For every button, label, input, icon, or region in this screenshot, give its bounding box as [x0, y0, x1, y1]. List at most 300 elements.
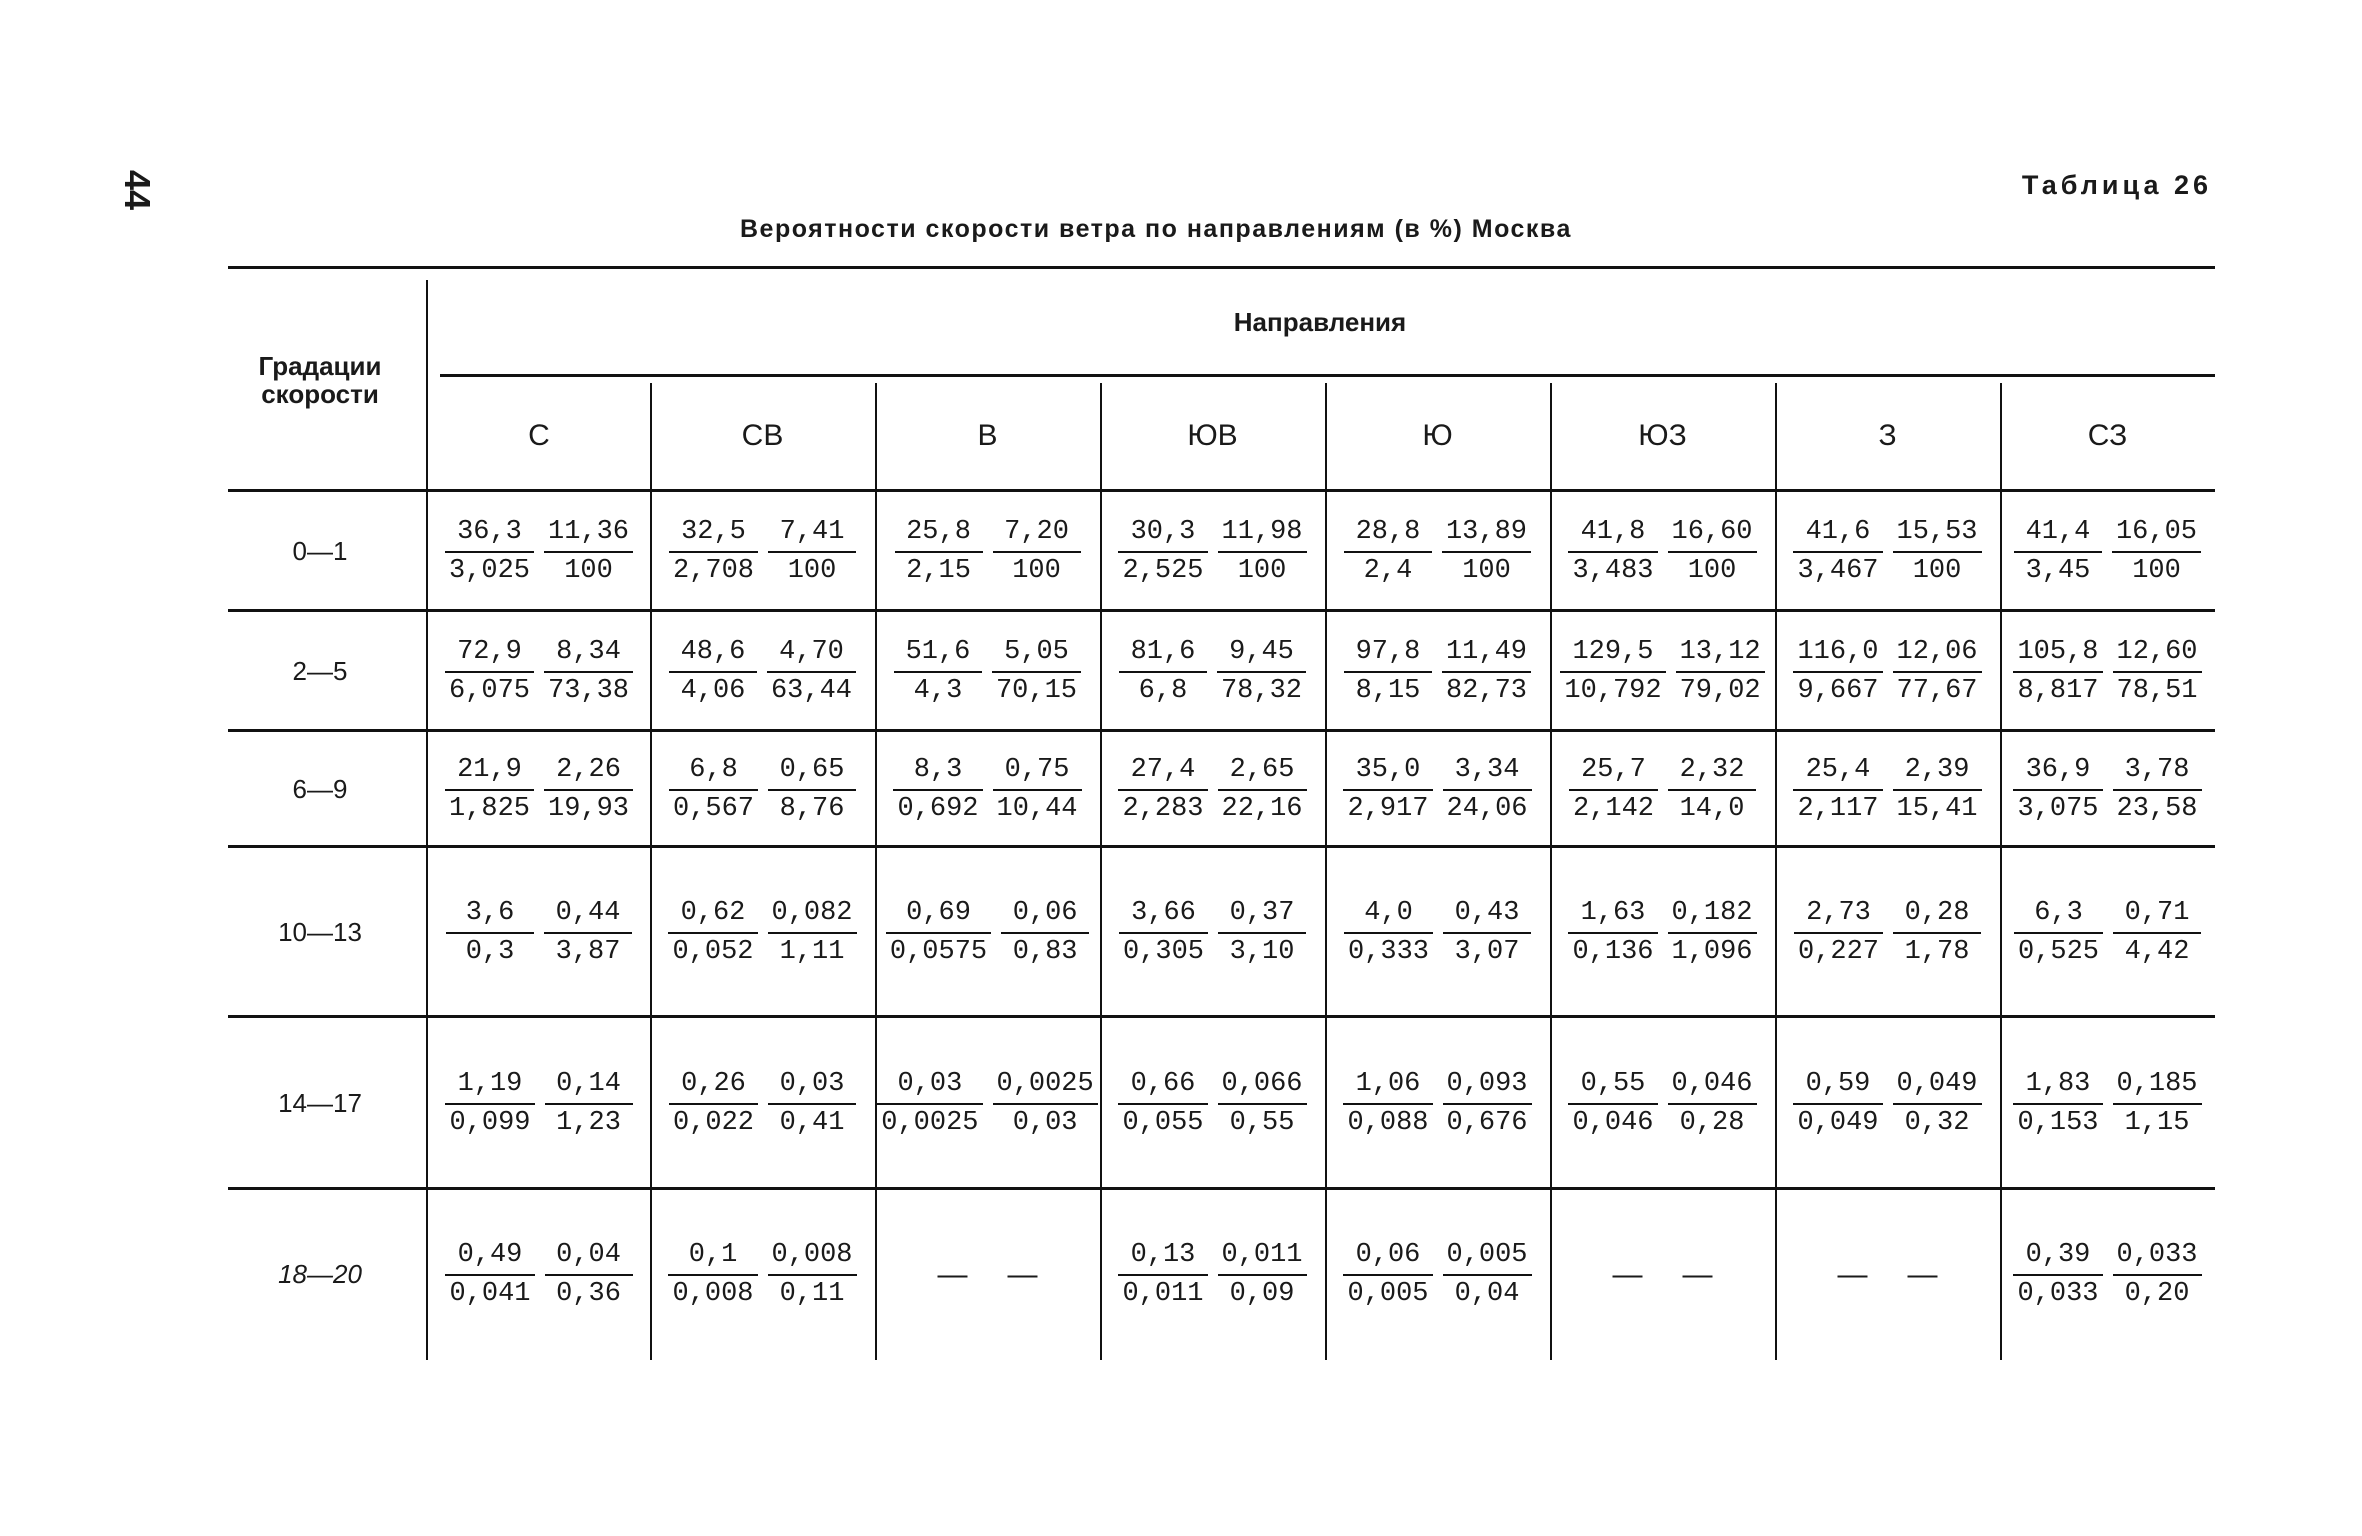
fraction-share — [1344, 636, 1432, 708]
fraction-share — [1794, 897, 1883, 969]
fraction-percent — [768, 897, 857, 969]
direction-label: ЮВ — [1187, 419, 1238, 452]
fraction-share — [1343, 754, 1432, 826]
denominator: 0,333 — [1347, 937, 1429, 967]
denominator: 70,15 — [995, 676, 1077, 706]
denominator: 0,567 — [672, 794, 754, 824]
fraction-share — [445, 1239, 534, 1311]
denominator: 14,0 — [1679, 794, 1745, 824]
fraction-share — [1118, 1239, 1207, 1311]
denominator: 100 — [1687, 556, 1737, 586]
table-cell — [650, 732, 875, 848]
numerator: 0,37 — [1218, 897, 1306, 934]
denominator: 0,525 — [2017, 937, 2099, 967]
denominator: 8,76 — [779, 794, 845, 824]
table-cell — [1100, 848, 1325, 1018]
fraction-percent — [1676, 636, 1765, 708]
numerator: 129,5 — [1560, 636, 1665, 673]
denominator: 0,136 — [1572, 937, 1654, 967]
numerator: 0,185 — [2113, 1068, 2202, 1105]
denominator: 0,305 — [1122, 937, 1204, 967]
denominator: 0,0025 — [881, 1108, 979, 1138]
fraction-percent — [1443, 754, 1532, 826]
denominator: 100 — [1462, 556, 1511, 586]
table-cell — [650, 848, 875, 1018]
table-cell — [1100, 1018, 1325, 1190]
numerator: 32,5 — [669, 516, 758, 553]
numerator: 2,73 — [1794, 897, 1883, 934]
numerator: 13,89 — [1442, 516, 1531, 553]
row-label: 2—5 — [292, 656, 348, 686]
denominator: 8,817 — [2017, 676, 2099, 706]
numerator: 0,44 — [544, 897, 632, 934]
fraction-share — [2013, 1068, 2102, 1140]
denominator: 3,467 — [1797, 556, 1879, 586]
denominator: 15,41 — [1896, 794, 1978, 824]
denominator: 1,23 — [556, 1108, 621, 1138]
fraction-percent — [2113, 636, 2202, 708]
denominator: 73,38 — [548, 676, 630, 706]
fraction-percent — [993, 516, 1081, 588]
direction-label: СЗ — [2087, 419, 2128, 452]
numerator: 41,8 — [1568, 516, 1657, 553]
table-cell — [2000, 1018, 2215, 1190]
numerator: 25,8 — [895, 516, 983, 553]
fraction-percent — [1893, 516, 1982, 588]
denominator: 0,3 — [465, 937, 515, 967]
fraction-share — [1793, 636, 1882, 708]
fraction-percent — [1442, 636, 1531, 708]
fraction-percent — [545, 1239, 633, 1311]
numerator: 0,69 — [886, 897, 991, 934]
numerator: 3,34 — [1443, 754, 1532, 791]
dash-empty: — — [1837, 1258, 1868, 1291]
fraction-share — [1119, 636, 1207, 708]
table-cell — [875, 732, 1100, 848]
fraction-share — [445, 516, 534, 588]
numerator: 81,6 — [1119, 636, 1207, 673]
numerator: 0,49 — [445, 1239, 534, 1276]
numerator: 8,34 — [544, 636, 633, 673]
fraction-share — [895, 516, 983, 588]
denominator: 22,16 — [1221, 794, 1303, 824]
denominator: 10,792 — [1564, 676, 1662, 706]
denominator: 4,42 — [2124, 937, 2190, 967]
table-cell — [875, 1190, 1100, 1360]
dash-empty: — — [937, 1258, 968, 1291]
denominator: 3,10 — [1229, 937, 1295, 967]
fraction-share — [1344, 516, 1432, 588]
fraction-share — [1118, 516, 1207, 588]
numerator: 0,049 — [1893, 1068, 1982, 1105]
numerator: 0,26 — [669, 1068, 758, 1105]
numerator: 36,3 — [445, 516, 534, 553]
denominator: 0,099 — [449, 1108, 531, 1138]
table-cell — [875, 848, 1100, 1018]
denominator: 3,025 — [448, 556, 530, 586]
numerator: 1,06 — [1343, 1068, 1432, 1105]
denominator: 2,142 — [1572, 794, 1654, 824]
denominator: 3,87 — [555, 937, 621, 967]
fraction-percent — [768, 1068, 856, 1140]
table-cell — [1550, 492, 1775, 612]
numerator: 116,0 — [1793, 636, 1882, 673]
table-cell — [1325, 848, 1550, 1018]
denominator: 0,033 — [2017, 1279, 2099, 1309]
fraction-share — [886, 897, 991, 969]
table-cell — [2000, 848, 2215, 1018]
denominator: 2,525 — [1122, 556, 1204, 586]
fraction-percent — [1443, 1068, 1532, 1140]
fraction-percent — [544, 754, 633, 826]
table-cell — [1325, 492, 1550, 612]
fraction-percent — [767, 636, 856, 708]
row-label: 18—20 — [278, 1259, 362, 1289]
table-cell — [650, 1190, 875, 1360]
denominator: 0,011 — [1122, 1279, 1204, 1309]
denominator: 9,667 — [1797, 676, 1879, 706]
fraction-share — [1793, 1068, 1882, 1140]
denominator: 0,04 — [1454, 1279, 1520, 1309]
denominator: 0,008 — [672, 1279, 754, 1309]
fraction-percent — [1893, 636, 1982, 708]
table-cell — [650, 612, 875, 732]
table-title: Вероятности скорости ветра по направлениям (в %) Москва — [740, 215, 1572, 243]
fraction-percent — [1218, 754, 1307, 826]
numerator: 16,60 — [1668, 516, 1757, 553]
denominator: 4,3 — [913, 676, 963, 706]
fraction-percent — [544, 897, 632, 969]
denominator: 8,15 — [1355, 676, 1421, 706]
numerator: 0,182 — [1668, 897, 1757, 934]
numerator: 0,59 — [1793, 1068, 1882, 1105]
fraction-percent — [1001, 897, 1089, 969]
numerator: 2,65 — [1218, 754, 1307, 791]
denominator: 78,51 — [2116, 676, 2198, 706]
denominator: 0,676 — [1446, 1108, 1528, 1138]
numerator: 0,03 — [877, 1068, 982, 1105]
fraction-percent — [1668, 754, 1756, 826]
fraction-percent — [2113, 897, 2201, 969]
fraction-share — [2013, 1239, 2102, 1311]
direction-label: СВ — [741, 419, 784, 452]
numerator: 0,66 — [1118, 1068, 1207, 1105]
denominator: 3,07 — [1454, 937, 1520, 967]
numerator: 4,70 — [767, 636, 856, 673]
dash-empty: — — [1007, 1258, 1038, 1291]
dash-empty: — — [1682, 1258, 1713, 1291]
fraction-share — [1560, 636, 1665, 708]
fraction-share — [1343, 1239, 1432, 1311]
numerator: 0,046 — [1668, 1068, 1757, 1105]
denominator: 0,022 — [672, 1108, 754, 1138]
table-cell — [1775, 612, 2000, 732]
denominator: 1,11 — [779, 937, 845, 967]
numerator: 3,6 — [446, 897, 534, 934]
fraction-share — [1569, 754, 1658, 826]
fraction-share — [1568, 1068, 1657, 1140]
table-cell — [1775, 1018, 2000, 1190]
denominator: 100 — [1912, 556, 1962, 586]
numerator: 97,8 — [1344, 636, 1432, 673]
table-cell — [428, 492, 650, 612]
fraction-share — [894, 636, 982, 708]
direction-label: В — [977, 419, 998, 452]
fraction-share — [2014, 897, 2103, 969]
denominator: 0,36 — [556, 1279, 621, 1309]
fraction-share — [1119, 897, 1208, 969]
fraction-percent — [1442, 516, 1531, 588]
numerator: 0,1 — [668, 1239, 757, 1276]
numerator: 35,0 — [1343, 754, 1432, 791]
fraction-share — [669, 754, 758, 826]
numerator: 41,6 — [1793, 516, 1882, 553]
page-number: 44 — [117, 170, 158, 211]
numerator: 41,4 — [2014, 516, 2102, 553]
denominator: 10,44 — [996, 794, 1078, 824]
denominator: 3,45 — [2025, 556, 2091, 586]
numerator: 0,093 — [1443, 1068, 1532, 1105]
denominator: 0,055 — [1122, 1108, 1204, 1138]
fraction-percent — [2113, 1239, 2202, 1311]
numerator: 15,53 — [1893, 516, 1982, 553]
denominator: 79,02 — [1679, 676, 1761, 706]
denominator: 63,44 — [770, 676, 852, 706]
numerator: 2,32 — [1668, 754, 1756, 791]
dash-empty: — — [1907, 1258, 1938, 1291]
denominator: 2,15 — [906, 556, 971, 586]
row-label: 10—13 — [278, 917, 362, 947]
table-cell — [2000, 612, 2215, 732]
header-gradations: Градации скорости — [258, 351, 382, 409]
denominator: 2,917 — [1347, 794, 1429, 824]
denominator: 82,73 — [1445, 676, 1527, 706]
denominator: 0,692 — [897, 794, 979, 824]
numerator: 0,04 — [545, 1239, 633, 1276]
fraction-percent — [993, 754, 1082, 826]
fraction-percent — [1218, 1068, 1307, 1140]
denominator: 0,11 — [779, 1279, 845, 1309]
denominator: 1,15 — [2124, 1108, 2190, 1138]
table-cell — [428, 1018, 650, 1190]
fraction-share — [1793, 754, 1882, 826]
numerator: 0,55 — [1568, 1068, 1657, 1105]
table-cell — [1325, 732, 1550, 848]
header-directions: Направления — [1233, 307, 1407, 337]
numerator: 5,05 — [992, 636, 1081, 673]
numerator: 0,65 — [768, 754, 856, 791]
fraction-percent — [1893, 897, 1981, 969]
fraction-share — [668, 897, 757, 969]
denominator: 0,052 — [672, 937, 754, 967]
numerator: 0,066 — [1218, 1068, 1307, 1105]
fraction-percent — [1443, 897, 1531, 969]
table-cell — [1100, 612, 1325, 732]
numerator: 0,43 — [1443, 897, 1531, 934]
fraction-percent — [768, 754, 856, 826]
numerator: 48,6 — [669, 636, 757, 673]
numerator: 21,9 — [445, 754, 534, 791]
numerator: 6,8 — [669, 754, 758, 791]
numerator: 12,60 — [2113, 636, 2202, 673]
direction-label: З — [1878, 419, 1897, 452]
numerator: 13,12 — [1676, 636, 1765, 673]
numerator: 1,83 — [2013, 1068, 2102, 1105]
numerator: 8,3 — [893, 754, 982, 791]
fraction-percent — [768, 1239, 857, 1311]
table-cell — [1775, 848, 2000, 1018]
table-cell — [1775, 492, 2000, 612]
fraction-share — [1344, 897, 1433, 969]
table-cell — [428, 1190, 650, 1360]
denominator: 6,8 — [1138, 676, 1188, 706]
table-cell — [428, 848, 650, 1018]
numerator: 25,7 — [1569, 754, 1658, 791]
numerator: 0,03 — [768, 1068, 856, 1105]
denominator: 19,93 — [548, 794, 630, 824]
numerator: 12,06 — [1893, 636, 1982, 673]
table-cell — [875, 612, 1100, 732]
denominator: 4,06 — [680, 676, 746, 706]
numerator: 28,8 — [1344, 516, 1432, 553]
table-cell — [1550, 612, 1775, 732]
numerator: 0,14 — [545, 1068, 633, 1105]
table-cell — [1775, 1190, 2000, 1360]
fraction-share — [1793, 516, 1882, 588]
row-label: 0—1 — [292, 536, 348, 566]
numerator: 0,71 — [2113, 897, 2201, 934]
numerator: 16,05 — [2112, 516, 2201, 553]
denominator: 3,483 — [1572, 556, 1654, 586]
denominator: 0,227 — [1797, 937, 1879, 967]
fraction-share — [1343, 1068, 1432, 1140]
fraction-percent — [1443, 1239, 1532, 1311]
fraction-percent — [545, 1068, 633, 1140]
table-cell — [1550, 1018, 1775, 1190]
fraction-share — [669, 636, 757, 708]
table-cell — [2000, 732, 2215, 848]
fraction-percent — [1218, 1239, 1307, 1311]
denominator: 0,20 — [2124, 1279, 2190, 1309]
numerator: 0,06 — [1001, 897, 1089, 934]
numerator: 0,082 — [768, 897, 857, 934]
denominator: 0,09 — [1229, 1279, 1295, 1309]
numerator: 0,0025 — [993, 1068, 1098, 1105]
denominator: 2,117 — [1797, 794, 1879, 824]
denominator: 24,06 — [1446, 794, 1528, 824]
table-cell — [875, 492, 1100, 612]
table-cell — [1550, 848, 1775, 1018]
table-cell — [650, 1018, 875, 1190]
denominator: 0,55 — [1229, 1108, 1295, 1138]
table-cell — [1775, 732, 2000, 848]
denominator: 0,41 — [779, 1108, 845, 1138]
fraction-share — [669, 1068, 758, 1140]
fraction-share — [445, 754, 534, 826]
numerator: 0,75 — [993, 754, 1082, 791]
numerator: 3,78 — [2113, 754, 2202, 791]
numerator: 105,8 — [2013, 636, 2102, 673]
denominator: 100 — [1237, 556, 1287, 586]
table-label: Таблица 26 — [2021, 170, 2212, 200]
fraction-share — [446, 897, 534, 969]
denominator: 1,096 — [1671, 937, 1753, 967]
direction-label: ЮЗ — [1638, 419, 1687, 452]
numerator: 2,26 — [544, 754, 633, 791]
denominator: 0,041 — [449, 1279, 531, 1309]
table-cell — [1100, 732, 1325, 848]
fraction-percent — [544, 636, 633, 708]
fraction-share — [2013, 636, 2102, 708]
fraction-share — [893, 754, 982, 826]
denominator: 0,03 — [1012, 1108, 1078, 1138]
numerator: 0,06 — [1343, 1239, 1432, 1276]
numerator: 7,41 — [768, 516, 856, 553]
numerator: 0,033 — [2113, 1239, 2202, 1276]
numerator: 4,0 — [1344, 897, 1433, 934]
numerator: 7,20 — [993, 516, 1081, 553]
fraction-percent — [1217, 636, 1306, 708]
fraction-percent — [992, 636, 1081, 708]
numerator: 1,19 — [445, 1068, 534, 1105]
fraction-share — [877, 1068, 982, 1140]
numerator: 11,36 — [544, 516, 633, 553]
numerator: 0,011 — [1218, 1239, 1307, 1276]
fraction-share — [668, 1239, 757, 1311]
table-cell — [428, 612, 650, 732]
numerator: 1,63 — [1568, 897, 1657, 934]
denominator: 3,075 — [2017, 794, 2099, 824]
denominator: 0,049 — [1797, 1108, 1879, 1138]
denominator: 2,4 — [1363, 556, 1413, 586]
denominator: 2,283 — [1122, 794, 1204, 824]
denominator: 0,088 — [1347, 1108, 1429, 1138]
numerator: 9,45 — [1217, 636, 1306, 673]
fraction-percent — [1893, 1068, 1982, 1140]
denominator: 100 — [564, 556, 613, 586]
fraction-share — [1568, 897, 1657, 969]
rule-top — [228, 266, 2215, 269]
fraction-percent — [993, 1068, 1098, 1140]
table-cell — [2000, 1190, 2215, 1360]
numerator: 3,66 — [1119, 897, 1208, 934]
fraction-share — [669, 516, 758, 588]
numerator: 0,62 — [668, 897, 757, 934]
table-cell — [428, 732, 650, 848]
denominator: 0,005 — [1347, 1279, 1429, 1309]
dash-empty: — — [1612, 1258, 1643, 1291]
numerator: 0,28 — [1893, 897, 1981, 934]
denominator: 0,046 — [1572, 1108, 1654, 1138]
fraction-share — [445, 636, 534, 708]
denominator: 0,28 — [1679, 1108, 1745, 1138]
numerator: 30,3 — [1118, 516, 1207, 553]
direction-label: С — [528, 419, 550, 452]
denominator: 100 — [1012, 556, 1061, 586]
fraction-share — [2013, 754, 2102, 826]
numerator: 27,4 — [1118, 754, 1207, 791]
denominator: 23,58 — [2116, 794, 2198, 824]
fraction-percent — [1668, 1068, 1757, 1140]
fraction-share — [1568, 516, 1657, 588]
numerator: 36,9 — [2013, 754, 2102, 791]
numerator: 11,49 — [1442, 636, 1531, 673]
fraction-percent — [2113, 1068, 2202, 1140]
denominator: 2,708 — [672, 556, 754, 586]
fraction-percent — [1218, 897, 1306, 969]
fraction-share — [2014, 516, 2102, 588]
numerator: 11,98 — [1218, 516, 1307, 553]
